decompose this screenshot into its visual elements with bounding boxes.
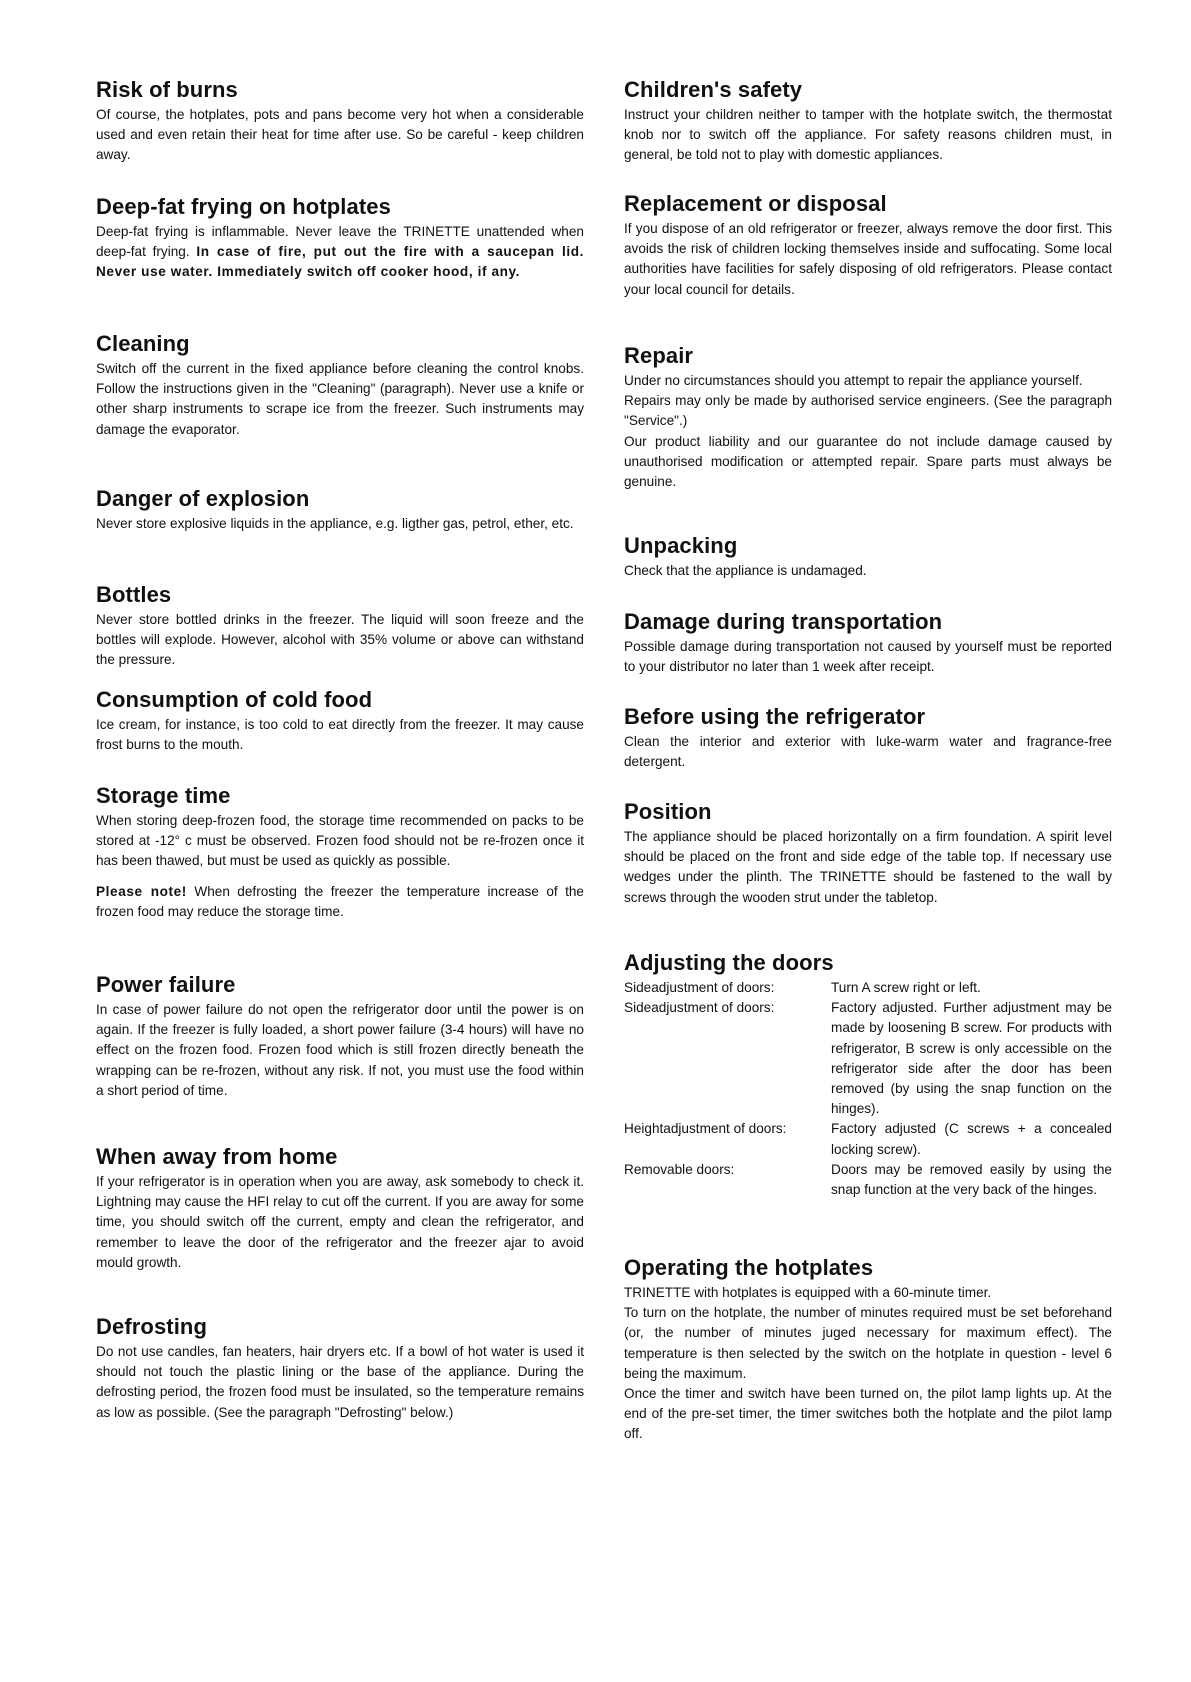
section-when-away-from-home xyxy=(96,1144,584,1273)
text-run: Never store explosive liquids in the appliance, e.g. ligther gas, petrol, ether, etc. xyxy=(96,516,574,531)
section-heading: Risk of burns xyxy=(96,77,238,102)
paragraph xyxy=(96,882,584,922)
table-value: Factory adjusted. Further adjustment may be made by loosening B screw. For products with refrigerator, B screw is only accessible on the refrigerator side after the door has been removed (by using the snap function on the hinges). xyxy=(831,1000,1112,1117)
text-run: To turn on the hotplate, the number of minutes required must be set beforehand (or, the number of minutes juged necessary for maximum effect). The temperature is then selected by the switch on the hotplate in question - level 6 being the maximum. xyxy=(624,1305,1112,1381)
section-heading: Adjusting the doors xyxy=(624,950,834,975)
table-value: Turn A screw right or left. xyxy=(831,980,981,995)
section-power-failure xyxy=(96,972,584,1101)
paragraph xyxy=(96,1000,584,1101)
section-heading: Deep-fat frying on hotplates xyxy=(96,194,391,219)
section-repair xyxy=(624,343,1112,492)
section-damage-during-transportation xyxy=(624,609,1112,677)
text-run: Check that the appliance is undamaged. xyxy=(624,563,867,578)
section-before-using-the-refrigerator xyxy=(624,704,1112,772)
text-run: Clean the interior and exterior with luke-warm water and fragrance-free detergent. xyxy=(624,734,1112,770)
text-run: Under no circumstances should you attempt to repair the appliance yourself. xyxy=(624,373,1083,388)
text-run: Do not use candles, fan heaters, hair dryers etc. If a bowl of hot water is used it should not touch the plastic lining or the base of the appliance. During the defrosting period, the frozen food must be insulated, so the temperature remains as low as possible. (See the paragraph "Defrosting" below.) xyxy=(96,1344,584,1420)
paragraph xyxy=(624,371,1112,391)
text-run: The appliance should be placed horizontally on a firm foundation. A spirit level should be placed on the front and side edge of the table top. If necessary use wedges under the plinth. The TRINETTE should be fastened to the wall by screws through the wooden strut under the tabletop. xyxy=(624,829,1112,905)
section-storage-time xyxy=(96,783,584,922)
text-run: Ice cream, for instance, is too cold to eat directly from the freezer. It may cause frost burns to the mouth. xyxy=(96,717,584,753)
paragraph xyxy=(624,827,1112,908)
section-replacement-or-disposal xyxy=(624,191,1112,300)
section-heading: Storage time xyxy=(96,783,231,808)
text-run: TRINETTE with hotplates is equipped with a 60-minute timer. xyxy=(624,1285,992,1300)
paragraph xyxy=(96,1342,584,1423)
section-heading: Repair xyxy=(624,343,694,368)
bold-text: In case of fire, put out the fire with a saucepan lid. Never use water. Immediately switch off cooker hood, if any. xyxy=(96,244,585,280)
section-heading: Operating the hotplates xyxy=(624,1255,874,1280)
paragraph xyxy=(624,105,1112,166)
section-heading: Consumption of cold food xyxy=(96,687,373,712)
section-children-s-safety xyxy=(624,77,1112,166)
section-unpacking xyxy=(624,533,1112,581)
table-value: Doors may be removed easily by using the snap function at the very back of the hinges. xyxy=(831,1161,1112,1198)
paragraph xyxy=(624,732,1112,772)
paragraph xyxy=(96,359,584,440)
section-heading: Before using the refrigerator xyxy=(624,704,926,729)
section-heading: Replacement or disposal xyxy=(624,191,887,216)
text-run: Once the timer and switch have been turned on, the pilot lamp lights up. At the end of the pre-set timer, the timer switches both the hotplate and the pilot lamp off. xyxy=(624,1386,1112,1442)
paragraph xyxy=(96,1172,584,1273)
paragraph xyxy=(96,811,584,872)
section-risk-of-burns xyxy=(96,77,584,166)
section-heading: Danger of explosion xyxy=(96,486,310,511)
section-heading: When away from home xyxy=(96,1144,338,1169)
paragraph xyxy=(624,432,1112,493)
paragraph xyxy=(96,222,584,283)
text-run: In case of power failure do not open the refrigerator door until the power is on again. If the freezer is fully loaded, a short power failure (3-4 hours) will have no effect on the frozen food. Frozen food which is still frozen directly beneath the wrapping can be re-frozen, without any risk. If not, you must use the food within a short period of time. xyxy=(96,1002,584,1098)
table-value: Factory adjusted (C screws + a concealed locking screw). xyxy=(831,1121,1112,1157)
text-run: Of course, the hotplates, pots and pans become very hot when a considerable used and even retain their heat for time after use. So be careful - keep children away. xyxy=(96,107,584,163)
text-run: If your refrigerator is in operation when you are away, ask somebody to check it. Lightning may cause the HFI relay to cut off the current. If you are away for some time, you should switch off the current, empty and clean the refrigerator, and remember to leave the door of the refrigerator and the freezer ajar to avoid mould growth. xyxy=(96,1174,584,1270)
section-bottles xyxy=(96,582,584,671)
section-cleaning xyxy=(96,331,584,440)
paragraph xyxy=(96,715,584,755)
paragraph xyxy=(624,1303,1112,1384)
section-consumption-of-cold-food xyxy=(96,687,584,755)
text-run: Instruct your children neither to tamper with the hotplate switch, the thermostat knob nor to switch off the appliance. For safety reasons children must, in general, be told not to play with domestic appliances. xyxy=(624,107,1112,163)
text-run: If you dispose of an old refrigerator or freezer, always remove the door first. This avoids the risk of children locking themselves inside and suffocating. Some local authorities have facilities for safely disposing of old refrigerators. Please contact your local council for details. xyxy=(624,221,1112,297)
text-run: Possible damage during transportation not caused by yourself must be reported to your distributor no later than 1 week after receipt. xyxy=(624,639,1112,675)
section-heading: Unpacking xyxy=(624,533,738,558)
paragraph xyxy=(96,610,584,671)
section-heading: Bottles xyxy=(96,582,172,607)
section-heading: Defrosting xyxy=(96,1314,207,1339)
table-label: Removable doors: xyxy=(624,1161,735,1177)
text-run: Repairs may only be made by authorised service engineers. (See the paragraph "Service".) xyxy=(624,393,1112,429)
section-defrosting xyxy=(96,1314,584,1423)
paragraph xyxy=(96,105,584,166)
paragraph xyxy=(624,391,1112,431)
door-adjustment-table xyxy=(624,978,1112,1200)
section-position xyxy=(624,799,1112,908)
text-run: Deep-fat frying is inflammable. Never leave the TRINETTE unattended when deep-fat frying. xyxy=(96,224,584,260)
section-heading: Position xyxy=(624,799,712,824)
text-run: When storing deep-frozen food, the storage time recommended on packs to be stored at -12° c must be observed. Frozen food should not be re-frozen once it has been thawed, but must be used as quickly as possible. xyxy=(96,813,584,869)
table-label: Sideadjustment of doors: xyxy=(624,980,775,995)
paragraph xyxy=(96,514,584,534)
section-danger-of-explosion xyxy=(96,486,584,534)
text-run: Never store bottled drinks in the freezer. The liquid will soon freeze and the bottles will explode. However, alcohol with 35% volume or above can withstand the pressure. xyxy=(96,612,584,668)
section-operating-the-hotplates xyxy=(624,1255,1112,1445)
section-heading: Power failure xyxy=(96,972,236,997)
text-run: Switch off the current in the fixed appliance before cleaning the control knobs. Follow the instructions given in the "Cleaning" (paragraph). Never use a knife or other sharp instruments to scrape ice from the freezer. Such instruments may damage the evaporator. xyxy=(96,361,584,437)
paragraph xyxy=(624,1283,1112,1303)
section-deep-fat-frying-on-hotplates xyxy=(96,194,584,283)
text-run: Our product liability and our guarantee do not include damage caused by unauthorised modification or attempted repair. Spare parts must always be genuine. xyxy=(624,433,1112,490)
text-run: When defrosting the freezer the temperature increase of the frozen food may reduce the storage time. xyxy=(96,883,584,919)
section-heading: Cleaning xyxy=(96,331,190,356)
paragraph xyxy=(624,561,1112,581)
section-heading: Damage during transportation xyxy=(624,609,943,634)
bold-text: Please note! xyxy=(96,883,187,899)
section-adjusting-the-doors xyxy=(624,950,1112,1200)
section-heading: Children's safety xyxy=(624,77,803,102)
table-label: Sideadjustment of doors: xyxy=(624,1000,775,1016)
table-label: Heightadjustment of doors: xyxy=(624,1121,787,1137)
paragraph xyxy=(624,1384,1112,1445)
paragraph xyxy=(624,219,1112,300)
paragraph xyxy=(624,637,1112,677)
